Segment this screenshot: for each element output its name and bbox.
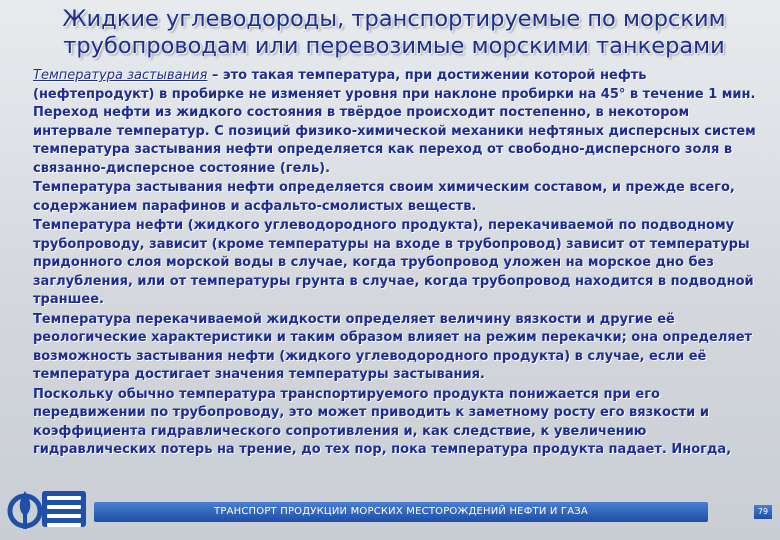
logo-wordmark-box (42, 491, 86, 527)
definition-paragraph (33, 67, 769, 178)
slide-body (33, 67, 769, 460)
slide-title: Жидкие углеводороды, транспортируемые по морским трубопроводам или перевозимые морскими танкерами (62, 6, 726, 59)
body-paragraph: Поскольку обычно температура транспортируемого продукта понижается при его передвижении по трубопроводу, это может приводить к заметному росту его вязкости и коэффициента гидравлического сопротивления и, как следствие, к увеличению гидравлических потерь на трение, до тех пор, пока температура продукта падает. Иногда, (33, 386, 732, 457)
flame-icon (6, 487, 44, 531)
gazprom-logo-icon (4, 481, 88, 535)
body-paragraph: Температура перекачиваемой жидкости определяет величину вязкости и другие её реологические характеристики и таким образом влияет на режим перекачки; она определяет возможность застывания нефти (жидкого углеводородного продукта) в случае, если её температура достигает значения температуры застывания. (33, 311, 753, 382)
definition-text: – это такая температура, при достижении которой нефть (нефтепродукт) в пробирке не изменяет уровня при наклоне пробирки на 45° в течение 1 мин. Переход нефти из жидкого состояния в твёрдое происходит постепенно, в некотором интервале температур. С позиций физико-химической механики нефтяных дисперсных систем температура застывания нефти определяется как переход от свободно-дисперсного золя в связанно-дисперсное состояние (гель). (33, 68, 756, 176)
page-number: 79 (754, 505, 772, 519)
footer-text: ТРАНСПОРТ ПРОДУКЦИИ МОРСКИХ МЕСТОРОЖДЕНИЙ НЕФТИ И ГАЗА (214, 506, 588, 517)
body-paragraph: Температура застывания нефти определяется своим химическим составом, и прежде всего, содержанием парафинов и асфальто-смолистых веществ. (33, 180, 735, 214)
logo-wordmark (42, 496, 86, 527)
body-paragraph: Температура нефти (жидкого углеводородного продукта), перекачиваемой по подводному трубопроводу, зависит (кроме температуры на входе в трубопровод) зависит от температуры придонного слоя морской воды в случае, когда трубопровод уложен на морское дно без заглубления, или от температуры грунта в случае, когда трубопровод находится в подводной траншее. (33, 218, 754, 307)
definition-term: Температура застывания (33, 68, 208, 83)
